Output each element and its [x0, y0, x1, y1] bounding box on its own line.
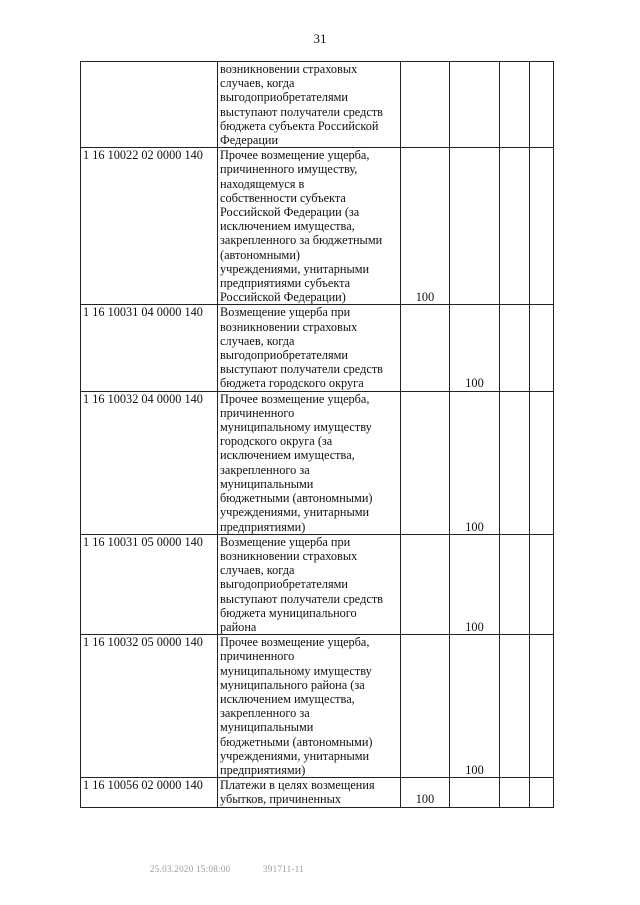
description-line: муниципального района (за — [220, 677, 365, 692]
description-line: учреждениями, унитарными — [220, 261, 370, 276]
row-description — [218, 62, 401, 148]
description-line: бюджета субъекта Российской — [220, 118, 379, 133]
description-line: бюджетными (автономными) — [220, 491, 373, 506]
description-line: предприятиями субъекта — [220, 276, 351, 291]
row-description — [218, 148, 401, 305]
row-value-c4 — [530, 62, 554, 148]
description-line: выступают получатели средств — [220, 362, 383, 377]
row-description — [218, 778, 401, 807]
row-value-c4 — [530, 778, 554, 807]
description-line: выступают получатели средств — [220, 591, 383, 606]
table-row — [81, 148, 554, 305]
row-code: 1 16 10031 05 0000 140 — [81, 534, 218, 634]
description-line: Возмещение ущерба при — [220, 305, 351, 320]
row-value-c4 — [530, 391, 554, 534]
table-row — [81, 305, 554, 391]
description-line: закрепленного за — [220, 462, 310, 477]
row-description — [218, 391, 401, 534]
description-line: Прочее возмещение ущерба, — [220, 391, 370, 406]
row-description — [218, 534, 401, 634]
row-value-c1 — [401, 305, 450, 391]
description-line: причиненного имуществу, — [220, 162, 358, 177]
description-line: закрепленного за — [220, 706, 310, 721]
row-value-c3 — [500, 391, 530, 534]
table-row — [81, 778, 554, 807]
description-line: бюджетными (автономными) — [220, 734, 373, 749]
description-line: учреждениями, унитарными — [220, 748, 370, 763]
row-value-c1: 100 — [401, 778, 450, 807]
row-value-c3 — [500, 778, 530, 807]
description-line: причиненного — [220, 649, 295, 664]
description-line: выгодоприобретателями — [220, 577, 348, 592]
row-description — [218, 635, 401, 778]
description-line: района — [220, 619, 257, 634]
description-line: Российской Федерации (за — [220, 205, 360, 220]
description-line: убытков, причиненных — [220, 792, 342, 807]
row-value-c2 — [450, 62, 500, 148]
row-value-c2: 100 — [450, 635, 500, 778]
description-line: возникновении страховых — [220, 319, 358, 334]
row-code: 1 16 10031 04 0000 140 — [81, 305, 218, 391]
description-line: выступают получатели средств — [220, 104, 383, 119]
row-description — [218, 305, 401, 391]
description-line: возникновении страховых — [220, 62, 358, 76]
description-line: бюджета городского округа — [220, 376, 364, 391]
row-value-c4 — [530, 148, 554, 305]
row-value-c3 — [500, 305, 530, 391]
row-value-c2 — [450, 148, 500, 305]
table-row — [81, 534, 554, 634]
row-value-c1: 100 — [401, 148, 450, 305]
row-value-c1 — [401, 62, 450, 148]
row-value-c4 — [530, 305, 554, 391]
footer — [150, 864, 334, 874]
description-line: Возмещение ущерба при — [220, 534, 351, 549]
row-value-c1 — [401, 635, 450, 778]
row-value-c1 — [401, 391, 450, 534]
table-row — [81, 62, 554, 148]
row-value-c4 — [530, 534, 554, 634]
row-value-c2 — [450, 778, 500, 807]
description-line: муниципальному имуществу — [220, 663, 372, 678]
row-value-c1 — [401, 534, 450, 634]
description-line: муниципальными — [220, 720, 314, 735]
row-code: 1 16 10032 04 0000 140 — [81, 391, 218, 534]
footer-doc-id: 391711-11 — [263, 864, 305, 874]
description-line: Прочее возмещение ущерба, — [220, 148, 370, 163]
description-line: возникновении страховых — [220, 548, 358, 563]
row-code — [81, 62, 218, 148]
description-line: предприятиями) — [220, 519, 306, 534]
description-line: Российской Федерации) — [220, 290, 346, 305]
description-line: выгодоприобретателями — [220, 348, 348, 363]
row-value-c2: 100 — [450, 305, 500, 391]
table-body — [81, 62, 554, 808]
row-value-c3 — [500, 534, 530, 634]
description-line: собственности субъекта — [220, 190, 346, 205]
description-line: закрепленного за бюджетными — [220, 233, 383, 248]
description-line: Федерации — [220, 133, 279, 148]
row-value-c2: 100 — [450, 391, 500, 534]
row-value-c3 — [500, 148, 530, 305]
budget-classification-table — [80, 61, 554, 808]
description-line: случаев, когда — [220, 333, 295, 348]
description-line: исключением имущества, — [220, 219, 355, 234]
description-line: выгодоприобретателями — [220, 90, 348, 105]
row-code: 1 16 10022 02 0000 140 — [81, 148, 218, 305]
page-number: 31 — [313, 31, 327, 46]
description-line: бюджета муниципального — [220, 605, 357, 620]
description-line: Прочее возмещение ущерба, — [220, 635, 370, 650]
description-line: предприятиями) — [220, 762, 306, 777]
description-line: Платежи в целях возмещения — [220, 778, 375, 793]
description-line: исключением имущества, — [220, 448, 355, 463]
description-line: учреждениями, унитарными — [220, 505, 370, 520]
description-line: случаев, когда — [220, 76, 295, 91]
description-line: городского округа (за — [220, 434, 333, 449]
description-line: исключением имущества, — [220, 691, 355, 706]
description-line: муниципальному имуществу — [220, 420, 372, 435]
table-row — [81, 635, 554, 778]
description-line: причиненного — [220, 405, 295, 420]
footer-timestamp: 25.03.2020 15:08:00 — [150, 864, 231, 874]
row-value-c2: 100 — [450, 534, 500, 634]
description-line: случаев, когда — [220, 563, 295, 578]
row-code: 1 16 10032 05 0000 140 — [81, 635, 218, 778]
row-value-c3 — [500, 62, 530, 148]
description-line: находящемуся в — [220, 176, 305, 191]
description-line: (автономными) — [220, 247, 300, 262]
table-row — [81, 391, 554, 534]
description-line: муниципальными — [220, 476, 314, 491]
row-value-c3 — [500, 635, 530, 778]
row-value-c4 — [530, 635, 554, 778]
row-code: 1 16 10056 02 0000 140 — [81, 778, 218, 807]
